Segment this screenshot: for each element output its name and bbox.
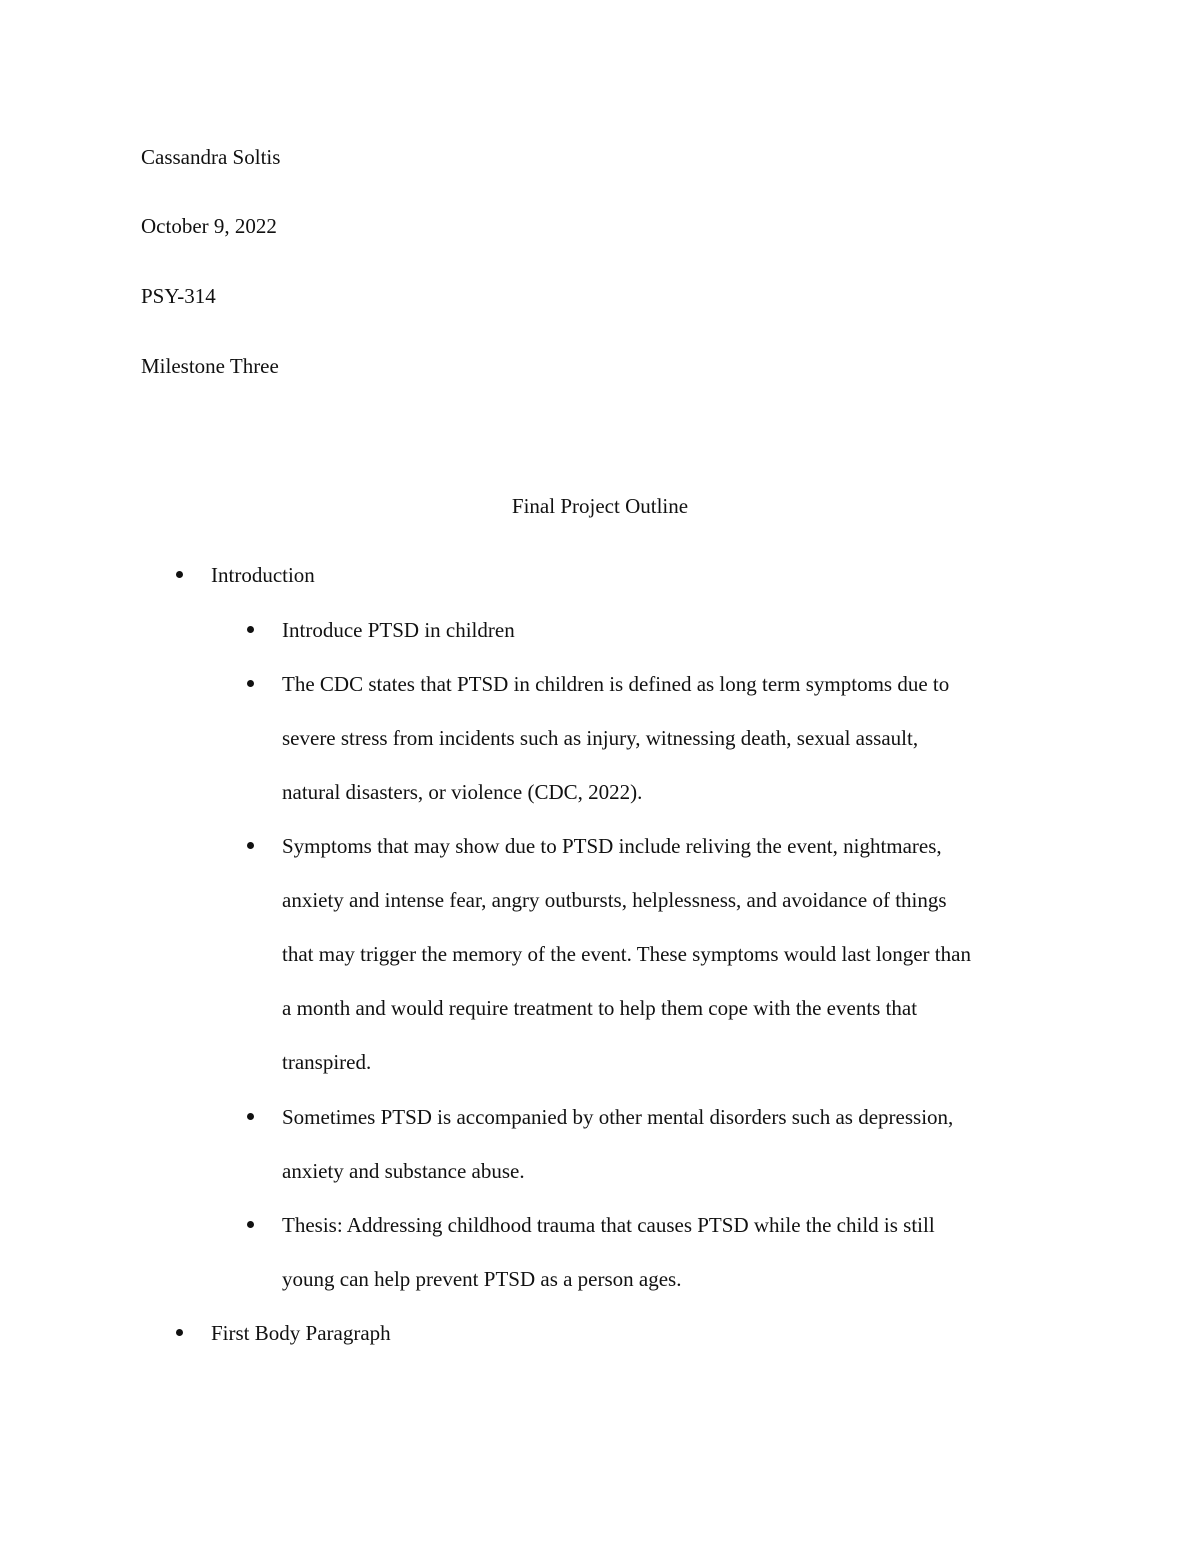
date: October 9, 2022 [141,214,277,238]
outline-subitem-line: anxiety and substance abuse. [282,1159,525,1183]
bullet-icon [176,571,183,578]
outline-subitem: Introduce PTSD in children [282,618,515,642]
outline-subitem-line: Sometimes PTSD is accompanied by other mental disorders such as depression, [282,1105,954,1129]
outline-subitem-line: severe stress from incidents such as injury, witnessing death, sexual assault, [282,726,919,750]
assignment: Milestone Three [141,354,279,378]
bullet-icon [247,1221,254,1228]
outline-item-first-body: First Body Paragraph [211,1321,391,1345]
outline-subitem-line: a month and would require treatment to help them cope with the events that [282,996,918,1020]
outline-subitem-line: that may trigger the memory of the event. These symptoms would last longer than [282,942,971,966]
author-name: Cassandra Soltis [141,145,281,169]
outline-subitem-line: Thesis: Addressing childhood trauma that causes PTSD while the child is still [282,1213,935,1237]
course: PSY-314 [141,284,216,308]
bullet-icon [247,680,254,687]
document-title: Final Project Outline [511,494,689,518]
bullet-icon [247,626,254,633]
outline-subitem-line: Symptoms that may show due to PTSD include reliving the event, nightmares, [282,834,942,858]
outline-subitem-line: transpired. [282,1050,372,1074]
outline-item-introduction: Introduction [211,563,315,587]
outline-subitem-line: anxiety and intense fear, angry outbursts, helplessness, and avoidance of things [282,888,947,912]
bullet-icon [176,1329,183,1336]
outline-subitem-line: The CDC states that PTSD in children is defined as long term symptoms due to [282,672,950,696]
outline-subitem-line: young can help prevent PTSD as a person ages. [282,1267,682,1291]
bullet-icon [247,842,254,849]
outline-subitem-line: natural disasters, or violence (CDC, 2022). [282,780,643,804]
bullet-icon [247,1113,254,1120]
